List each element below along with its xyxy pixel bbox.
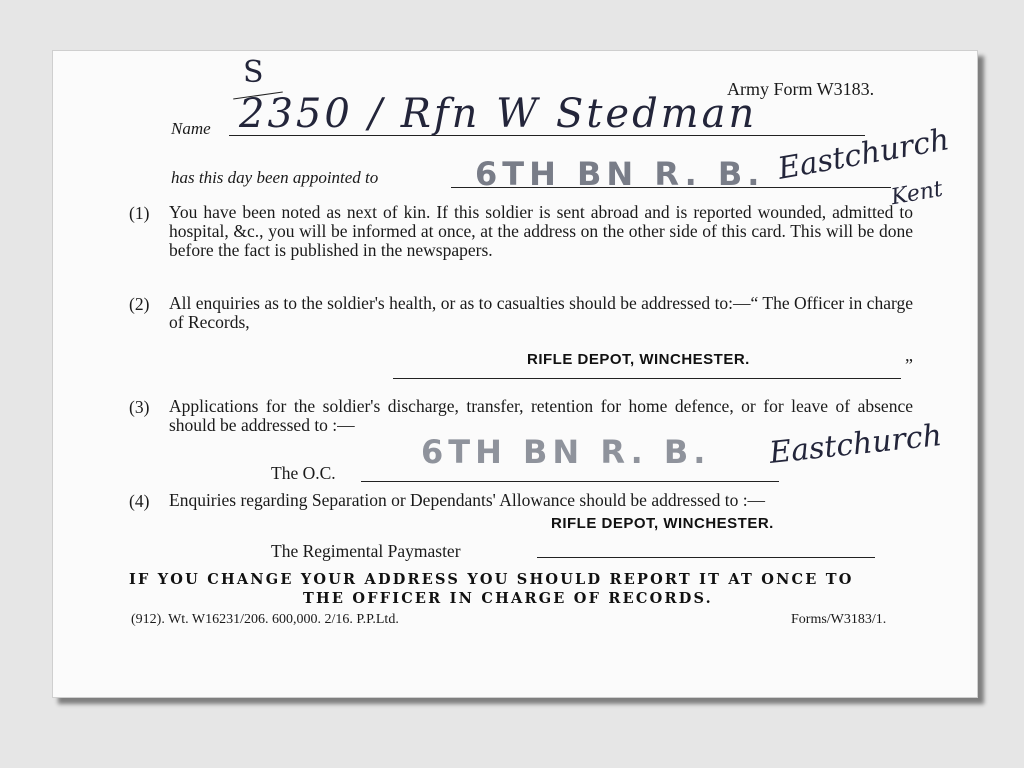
handwritten-unit-county: Kent	[889, 176, 945, 211]
notice-line-1: IF YOU CHANGE YOUR ADDRESS YOU SHOULD REPORT IT AT ONCE TO	[129, 571, 854, 588]
paragraph-3-number: (3)	[129, 397, 150, 417]
paragraph-1-text: You have been noted as next of kin. If this soldier is sent abroad and is reported wounded, admitted to hospital, &c., you will be informed at once, at the address on the other side of this card. This will be done before the fact is published in the newspapers.	[169, 202, 913, 260]
oc-label: The O.C.	[271, 463, 336, 483]
army-form-card	[52, 50, 978, 698]
paymaster-label: The Regimental Paymaster	[271, 541, 461, 561]
paragraph-3-text: Applications for the soldier's discharge, transfer, retention for home defence, or for leave of absence should be addressed to :—	[169, 396, 913, 435]
oc-line	[361, 481, 779, 482]
paragraph-2-text: All enquiries as to the soldier's health, or as to casualties should be addressed to:—“ The Officer in charge of Records,	[169, 293, 913, 332]
unit-stamp: 6TH BN R. B.	[475, 155, 765, 193]
oc-unit-stamp: 6TH BN R. B.	[421, 433, 711, 471]
appointed-label: has this day been appointed to	[171, 168, 379, 187]
paymaster-depot-stamp: RIFLE DEPOT, WINCHESTER.	[551, 515, 774, 532]
paragraph-2-close-quote: ”	[905, 355, 913, 375]
paragraph-4-text: Enquiries regarding Separation or Dependants' Allowance should be addressed to :—	[169, 490, 766, 510]
handwritten-unit-place: Eastchurch	[775, 122, 952, 187]
print-reference: (912). Wt. W16231/206. 600,000. 2/16. P.P.Ltd.	[131, 612, 399, 627]
records-depot-stamp: RIFLE DEPOT, WINCHESTER.	[527, 351, 750, 368]
paragraph-2-number: (2)	[129, 294, 150, 314]
form-number: Forms/W3183/1.	[791, 612, 887, 627]
handwritten-prefix: S	[243, 55, 264, 90]
form-title: Army Form W3183.	[727, 79, 875, 99]
paymaster-line	[537, 557, 875, 558]
handwritten-soldier-name: 2350 / Rfn W Stedman	[239, 91, 758, 137]
handwritten-oc-place: Eastchurch	[767, 418, 944, 471]
paragraph-1-number: (1)	[129, 203, 150, 223]
records-line	[393, 378, 901, 379]
notice-line-2: THE OFFICER IN CHARGE OF RECORDS.	[303, 590, 713, 607]
paragraph-4-number: (4)	[129, 491, 150, 511]
name-label: Name	[171, 119, 211, 138]
